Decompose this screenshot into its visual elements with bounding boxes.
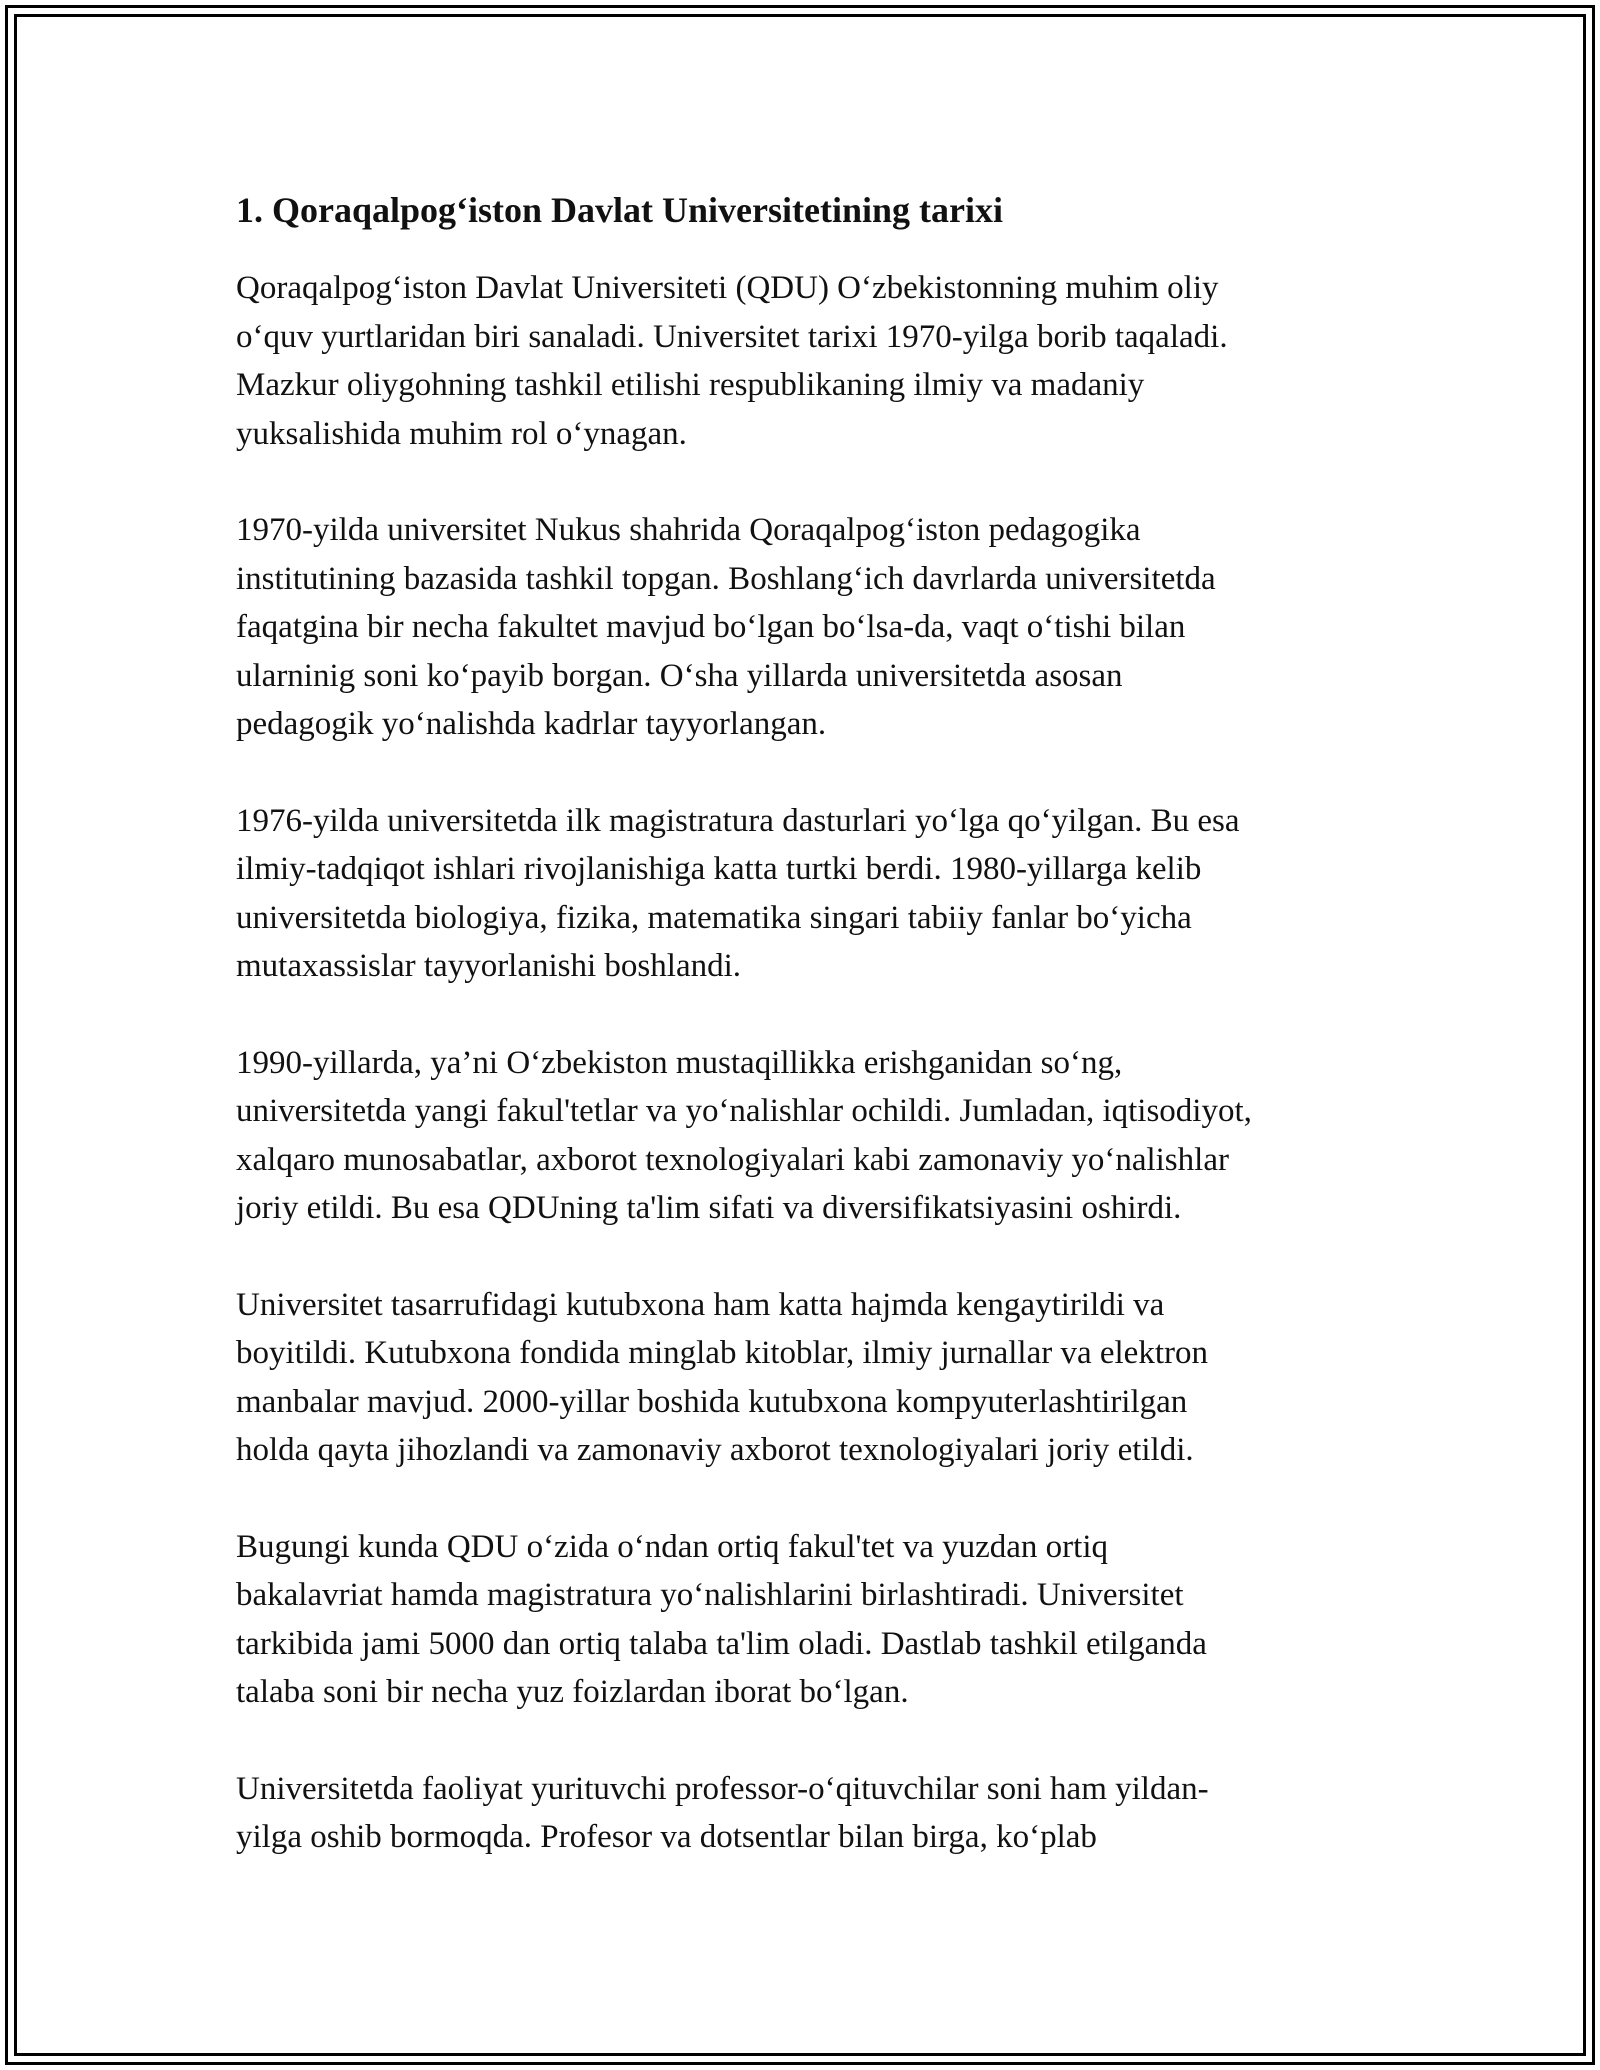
paragraph-line: institutining bazasida tashkil topgan. Boshlang‘ich davrlarda universitetda [236,560,1216,597]
paragraph-line: mutaxassislar tayyorlanishi boshlandi. [236,948,742,984]
paragraph-line: joriy etildi. Bu esa QDUning ta'lim sifati va diversifikatsiyasini oshirdi. [236,1190,1182,1226]
paragraph-line: boyitildi. Kutubxona fondida minglab kitoblar, ilmiy jurnallar va elektron [236,1335,1208,1371]
paragraph-1 [236,264,1386,458]
paragraph-line: 1970-yilda universitet Nukus shahrida Qoraqalpog‘iston pedagogika [236,512,1141,548]
paragraph-line: bakalavriat hamda magistratura yo‘nalishlarini birlashtiradi. Universitet [236,1577,1184,1613]
paragraph-line: Bugungi kunda QDU o‘zida o‘ndan ortiq fakul'tet va yuzdan ortiq [236,1528,1108,1565]
paragraph-line: tarkibida jami 5000 dan ortiq talaba ta'lim oladi. Dastlab tashkil etilganda [236,1625,1207,1662]
paragraph-2 [236,506,1386,749]
paragraph-line: Mazkur oliygohning tashkil etilishi respublikaning ilmiy va madaniy [236,367,1145,403]
paragraph-line: ilmiy-tadqiqot ishlari rivojlanishiga katta turtki berdi. 1980-yillarga kelib [236,851,1202,887]
paragraph-line: talaba soni bir necha yuz foizlardan iborat bo‘lgan. [236,1674,909,1710]
paragraph-line: 1976-yilda universitetda ilk magistratura dasturlari yo‘lga qo‘yilgan. Bu esa [236,802,1240,839]
paragraph-line: manbalar mavjud. 2000-yillar boshida kutubxona kompyuterlashtirilgan [236,1383,1188,1420]
paragraph-line: yilga oshib bormoqda. Profesor va dotsentlar bilan birga, ko‘plab [236,1819,1097,1855]
section-heading: 1. Qoraqalpog‘iston Davlat Universitetining tarixi [236,190,1003,230]
paragraph-6 [236,1523,1386,1717]
paragraph-7 [236,1765,1386,1862]
paragraph-line: o‘quv yurtlaridan biri sanaladi. Universitet tarixi 1970-yilga borib taqaladi. [236,318,1228,355]
paragraph-line: holda qayta jihozlandi va zamonaviy axborot texnologiyalari joriy etildi. [236,1432,1194,1468]
paragraph-line: faqatgina bir necha fakultet mavjud bo‘lgan bo‘lsa-da, vaqt o‘tishi bilan [236,609,1186,645]
paragraph-4 [236,1039,1386,1233]
paragraph-line: yuksalishida muhim rol o‘ynagan. [236,415,687,452]
paragraph-5 [236,1281,1386,1475]
paragraph-line: 1990-yillarda, ya’ni O‘zbekiston mustaqillikka erishganidan so‘ng, [236,1044,1123,1081]
document-body [236,186,1386,1910]
paragraph-line: Universitetda faoliyat yurituvchi professor-o‘qituvchilar soni ham yildan- [236,1770,1209,1807]
paragraph-line: Universitet tasarrufidagi kutubxona ham katta hajmda kengaytirildi va [236,1286,1165,1323]
paragraph-line: ularninig soni ko‘payib borgan. O‘sha yillarda universitetda asosan [236,657,1123,694]
paragraph-line: universitetda yangi fakul'tetlar va yo‘nalishlar ochildi. Jumladan, iqtisodiyot, [236,1093,1252,1129]
paragraph-line: universitetda biologiya, fizika, matematika singari tabiiy fanlar bo‘yicha [236,899,1192,936]
paragraph-line: xalqaro munosabatlar, axborot texnologiyalari kabi zamonaviy yo‘nalishlar [236,1141,1229,1178]
paragraph-line: pedagogik yo‘nalishda kadrlar tayyorlangan. [236,706,827,742]
paragraph-line: Qoraqalpog‘iston Davlat Universiteti (QDU) O‘zbekistonning muhim oliy [236,270,1219,306]
paragraph-3 [236,797,1386,991]
